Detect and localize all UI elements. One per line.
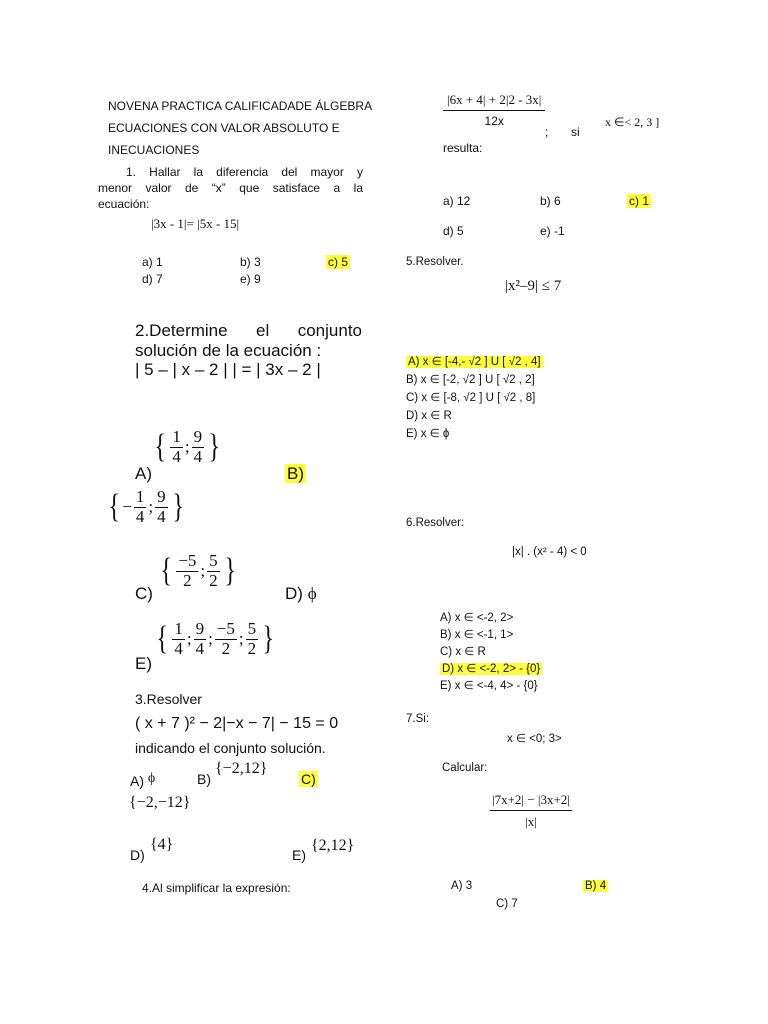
q2-e-den1: 4 <box>174 638 183 658</box>
question-2-text <box>135 321 362 361</box>
q2-e-num4: 5 <box>247 619 257 638</box>
q4-title: 4.Al simplificar la expresión: <box>142 881 291 895</box>
q1-line-3: ecuación: <box>98 197 150 211</box>
q5-option-e: E) x ∈ ϕ <box>406 428 450 440</box>
q4-option-b: b) 6 <box>540 194 561 208</box>
q2-c-num2: 5 <box>209 551 218 570</box>
q4-condition: x ∈< 2, 3 ] <box>605 115 660 129</box>
q2-label-b: B) <box>287 464 304 483</box>
q1-line-1: 1. Hallar la diferencia del mayor y <box>126 165 363 179</box>
q2-a-num2: 9 <box>193 427 203 446</box>
q2-e-sep2: ; <box>208 629 213 649</box>
q3-set-e: {2,12} <box>311 837 355 854</box>
q2-b-num2: 9 <box>157 487 166 506</box>
q2-label-e: E) <box>135 654 152 673</box>
phi-symbol: ϕ <box>307 584 317 603</box>
q5-option-a: A) x ∈ [-4,- √2 ] U [ √2 , 4] <box>408 356 541 368</box>
document-header <box>108 95 372 161</box>
q2-set-e: { $\frac{1}{4}$ ; $\frac{9}{4}$ ; $\frac{-5}{2}$ ; $\frac{5}{2}$ } <box>156 619 275 658</box>
q2-e-sep1: ; <box>186 629 192 649</box>
q4-option-e: e) -1 <box>540 224 565 238</box>
q2-e-den2: 4 <box>195 638 205 658</box>
q7-denominator: |x| <box>525 814 537 829</box>
q2-set-b: { − $\frac{1}{4}$ ; $\frac{9}{4}$ } <box>108 487 184 526</box>
q6-option-d: D) x ∈ <-2, 2> - {0} <box>442 663 541 675</box>
q3-subtitle: indicando el conjunto solución. <box>135 740 326 756</box>
q2-equation: | 5 – | x – 2 | | = | 3x – 2 | <box>135 360 321 379</box>
q3-label-c: C) <box>301 771 316 787</box>
q7-option-b: B) 4 <box>585 880 607 892</box>
q6-option-a: A) x ∈ <-2, 2> <box>440 612 514 624</box>
q3-set-b: {−2,12} <box>215 760 268 777</box>
q3-set-d: {4} <box>150 836 174 853</box>
q3-label-d: D) <box>130 847 145 863</box>
q3-set-c: {−2,−12} <box>129 794 191 811</box>
q6-options <box>440 610 542 695</box>
q7-numerator: |7x+2| − |3x+2| <box>490 792 572 811</box>
q2-a-sep: ; <box>184 437 190 457</box>
q2-label-d: D) ϕ <box>285 584 317 603</box>
q2-b-num1: 1 <box>135 487 145 506</box>
q7-fraction <box>490 792 572 830</box>
q2-set-a: { $\frac{1}{4}$ ; $\frac{9}{4}$ } <box>154 427 220 466</box>
q7-option-a: A) 3 <box>451 880 473 892</box>
q5-title: 5.Resolver. <box>406 256 464 268</box>
q2-line-1: 2.Determine el conjunto <box>135 321 362 340</box>
q2-c-den2: 2 <box>209 570 218 590</box>
q2-a-num1: 1 <box>172 427 181 446</box>
q5-option-b: B) x ∈ [-2, √2 ] U [ √2 , 2] <box>406 374 535 386</box>
q4-denominator: 12x <box>484 114 504 128</box>
q3-equation: ( x + 7 )² − 2|−x − 7| − 15 = 0 <box>135 715 339 732</box>
q2-e-den3: 2 <box>221 638 231 658</box>
q6-title: 6.Resolver: <box>406 517 465 529</box>
q2-set-c: { $\frac{-5}{2}$ ; $\frac{5}{2}$ } <box>160 551 236 590</box>
q4-fraction <box>443 92 545 128</box>
q1-option-e: e) 9 <box>240 272 261 286</box>
q6-option-b: B) x ∈ <-1, 1> <box>440 629 514 641</box>
q6-inequality: |x| . (x² - 4) < 0 <box>512 546 587 558</box>
q5-option-d: D) x ∈ R <box>406 410 452 422</box>
q7-condition: x ∈ <0; 3> <box>507 733 562 745</box>
q6-option-c: C) x ∈ R <box>440 646 486 658</box>
q1-option-b: b) 3 <box>240 255 261 269</box>
q2-b-sep: ; <box>148 497 154 517</box>
q2-label-c: C) <box>135 584 153 603</box>
q2-line-2: solución de la ecuación : <box>135 341 322 360</box>
q7-option-c: C) 7 <box>496 898 518 910</box>
q4-numerator: |6x + 4| + 2|2 - 3x| <box>443 92 545 111</box>
header-line-1: NOVENA PRACTICA CALIFICADADE ÁLGEBRA <box>108 99 373 113</box>
q2-c-den1: 2 <box>183 570 192 590</box>
q4-si: si <box>571 125 580 139</box>
q2-e-num3: −5 <box>216 619 235 638</box>
q2-e-num1: 1 <box>174 619 183 638</box>
q1-equation: |3x - 1|= |5x - 15| <box>151 216 240 231</box>
q2-b-den1: 4 <box>135 506 145 526</box>
q2-e-num2: 9 <box>195 619 205 638</box>
q2-a-den2: 4 <box>193 446 203 466</box>
q2-e-sep3: ; <box>238 629 244 649</box>
q2-a-den1: 4 <box>172 446 181 466</box>
q2-e-den4: 2 <box>247 638 257 658</box>
q2-b-den2: 4 <box>157 506 166 526</box>
q1-option-a: a) 1 <box>142 255 163 269</box>
q7-calcular: Calcular: <box>442 762 488 774</box>
q4-semicolon: ; <box>545 125 549 139</box>
q2-label-a: A) <box>135 464 152 483</box>
q6-option-e: E) x ∈ <-4, 4> - {0} <box>440 680 538 692</box>
q2-c-sep: ; <box>200 561 206 581</box>
q3-label-a: A) ϕ <box>130 771 156 789</box>
header-line-2: ECUACIONES CON VALOR ABSOLUTO E <box>108 121 340 135</box>
q4-option-a: a) 12 <box>443 194 471 208</box>
q5-option-c: C) x ∈ [-8, √2 ] U [ √2 , 8] <box>406 392 536 404</box>
question-1-text <box>98 164 363 212</box>
q3-label-e: E) <box>292 847 306 863</box>
q1-option-c: c) 5 <box>328 255 349 269</box>
phi-symbol: ϕ <box>147 771 156 786</box>
q4-resulta: resulta: <box>443 141 483 155</box>
q1-line-2: menor valor de “x” que satisface a la <box>98 181 363 195</box>
q3-label-b: B) <box>197 771 211 787</box>
q7-title: 7.Si: <box>406 713 430 725</box>
q5-inequality: |x²–9| ≤ 7 <box>505 278 562 294</box>
q4-option-d: d) 5 <box>443 224 464 238</box>
q3-title: 3.Resolver <box>135 691 202 707</box>
header-line-3: INECUACIONES <box>108 143 200 157</box>
q2-b-minus: − <box>122 497 132 517</box>
q1-option-d: d) 7 <box>142 272 163 286</box>
q2-c-num1: −5 <box>178 551 197 570</box>
q5-options <box>406 353 543 443</box>
q4-option-c: c) 1 <box>629 194 650 208</box>
